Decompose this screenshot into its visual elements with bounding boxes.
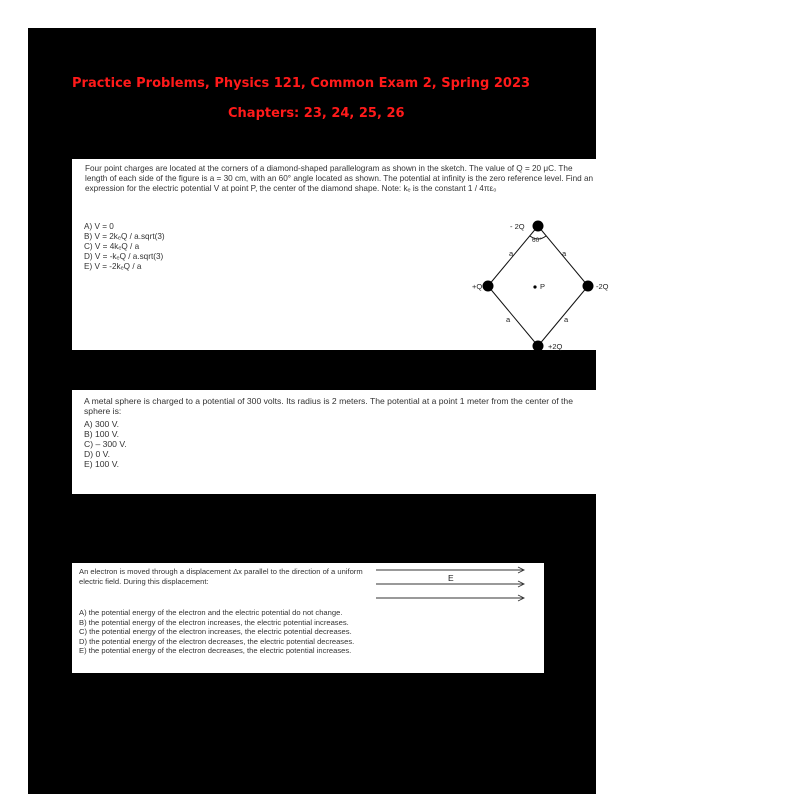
label-side-a2: a (562, 249, 567, 258)
diamond-charge-diagram (444, 209, 609, 351)
electric-field-diagram (374, 566, 534, 602)
diamond-edge-bottom-left (488, 286, 538, 346)
label-side-a1: a (509, 249, 514, 258)
document-page (28, 28, 609, 794)
label-top-charge: - 2Q (510, 222, 525, 231)
question-3-prompt: An electron is moved through a displacement Δx parallel to the direction of a uniform electric field. During this displacement: (79, 567, 363, 586)
charge-right (583, 281, 594, 292)
option-c: C) – 300 V. (84, 439, 127, 449)
diamond-edge-bottom-right (538, 286, 588, 346)
option-d: D) 0 V. (84, 449, 110, 459)
point-p-dot (533, 285, 536, 288)
question-2-options (84, 419, 127, 469)
option-d: D) V = -kₑQ / a.sqrt(3) (84, 252, 164, 261)
label-point-p: P (540, 282, 546, 291)
question-1-panel (72, 159, 609, 351)
question-2-panel (72, 390, 605, 494)
question-2-prompt: A metal sphere is charged to a potential of 300 volts. Its radius is 2 meters. The potential at a point 1 meter from the center of the sphere is: (84, 396, 573, 416)
page-subtitle: Chapters: 23, 24, 25, 26 (228, 106, 405, 121)
option-d: D) the potential energy of the electron decreases, the electric potential decreases. (79, 636, 355, 646)
charge-bottom (533, 341, 544, 352)
question-1-options (84, 222, 165, 272)
question-3-panel (72, 563, 544, 673)
option-e: E) the potential energy of the electron decreases, the electric potential increases. (79, 646, 352, 655)
option-b: B) the potential energy of the electron increases, the electric potential increases. (79, 617, 349, 627)
label-angle: 60° (532, 237, 542, 244)
option-b: B) V = 2kₑQ / a.sqrt(3) (84, 232, 165, 241)
option-c: C) the potential energy of the electron increases, the electric potential decreases. (79, 627, 352, 636)
label-right-charge: -2Q (596, 282, 609, 291)
option-a: A) the potential energy of the electron and the electric potential do not change. (79, 608, 343, 617)
option-a: A) V = 0 (84, 222, 114, 231)
label-side-a4: a (564, 315, 569, 324)
question-1-prompt: Four point charges are located at the corners of a diamond-shaped parallelogram as shown in the sketch. The value of Q = 20 μC. The length of each side of the figure is a = 30 cm, with an 60° angle located as shown. The potential at infinity is the zero reference level. Find an expression for the electric potential V at point P, the center of the diamond shape. Note: kₑ is the constant 1 / 4πε₀ (85, 164, 594, 193)
option-b: B) 100 V. (84, 429, 120, 439)
label-side-a3: a (506, 315, 511, 324)
question-3-options (79, 608, 354, 656)
option-e: E) V = -2kₑQ / a (84, 262, 142, 271)
charge-top (533, 221, 544, 232)
option-a: A) 300 V. (84, 419, 120, 429)
field-label-e: E (448, 573, 454, 583)
option-c: C) V = 4kₑQ / a (84, 242, 140, 251)
label-bottom-charge: +2Q (548, 342, 563, 351)
charge-left (483, 281, 494, 292)
label-left-charge: +Q (472, 282, 483, 291)
option-e: E) 100 V. (84, 459, 120, 469)
page-title: Practice Problems, Physics 121, Common Exam 2, Spring 2023 (72, 76, 531, 91)
